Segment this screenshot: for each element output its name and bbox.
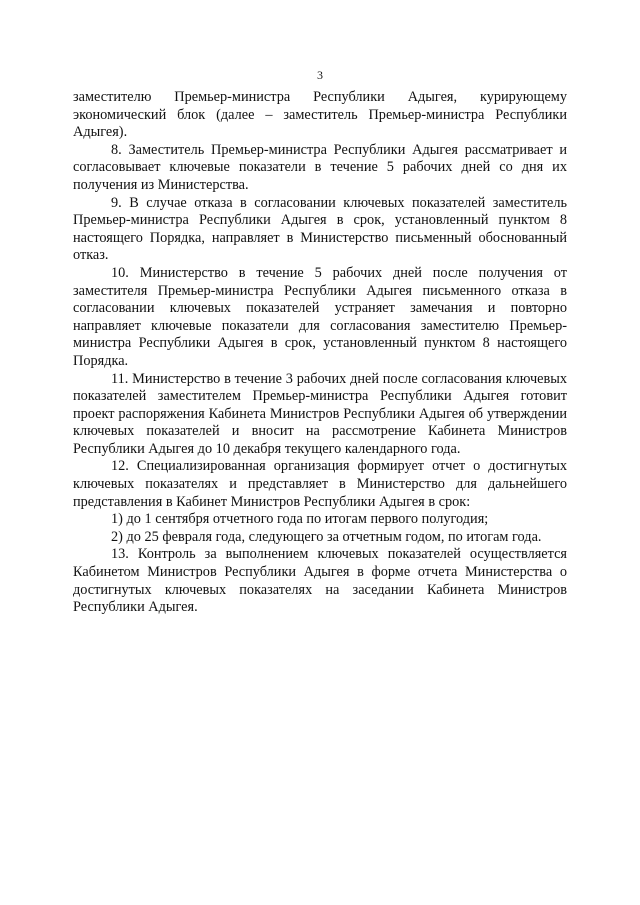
paragraph-10: 10. Министерство в течение 5 рабочих дней после получения от заместителя Премьер-министра Республики Адыгея письменного отказа в согласовании ключевых показателей устраняет замечания и повторно направляет ключевые показатели для согласования заместителю Премьер-министра Республики Адыгея в срок, установленный пунктом 8 настоящего Порядка. [73, 264, 567, 369]
page-number: 3 [317, 68, 323, 82]
paragraph-12: 12. Специализированная организация формирует отчет о достигнутых ключевых показателях и представляет в Министерство для дальнейшего представления в Кабинет Министров Республики Адыгея в срок: [73, 458, 567, 510]
paragraph-9: 9. В случае отказа в согласовании ключевых показателей заместитель Премьер-министра Республики Адыгея в срок, установленный пунктом 8 настоящего Порядка, направляет в Министерство письменный обоснованный отказ. [73, 194, 567, 264]
paragraph-8: 8. Заместитель Премьер-министра Республики Адыгея рассматривает и согласовывает ключевые показатели в течение 5 рабочих дней со дня их получения из Министерства. [73, 141, 567, 193]
paragraph-13: 13. Контроль за выполнением ключевых показателей осуществляется Кабинетом Министров Республики Адыгея в форме отчета Министерства о достигнутых ключевых показателях на заседании Кабинета Министров Республики Адыгея. [73, 546, 567, 616]
paragraph-11: 11. Министерство в течение 3 рабочих дней после согласования ключевых показателей заместителем Премьер-министра Республики Адыгея готовит проект распоряжения Кабинета Министров Республики Адыгея об утверждении ключевых показателей и вносит на рассмотрение Кабинета Министров Республики Адыгея до 10 декабря текущего календарного года. [73, 370, 567, 457]
paragraph-12-item-2: 2) до 25 февраля года, следующего за отчетным годом, по итогам года. [111, 528, 542, 545]
paragraph-continuation: заместителю Премьер-министра Республики Адыгея, курирующему экономический блок (далее – заместитель Премьер-министра Республики Адыгея). [73, 89, 567, 141]
document-body [73, 89, 567, 617]
paragraph-12-item-1: 1) до 1 сентября отчетного года по итогам первого полугодия; [111, 511, 489, 528]
